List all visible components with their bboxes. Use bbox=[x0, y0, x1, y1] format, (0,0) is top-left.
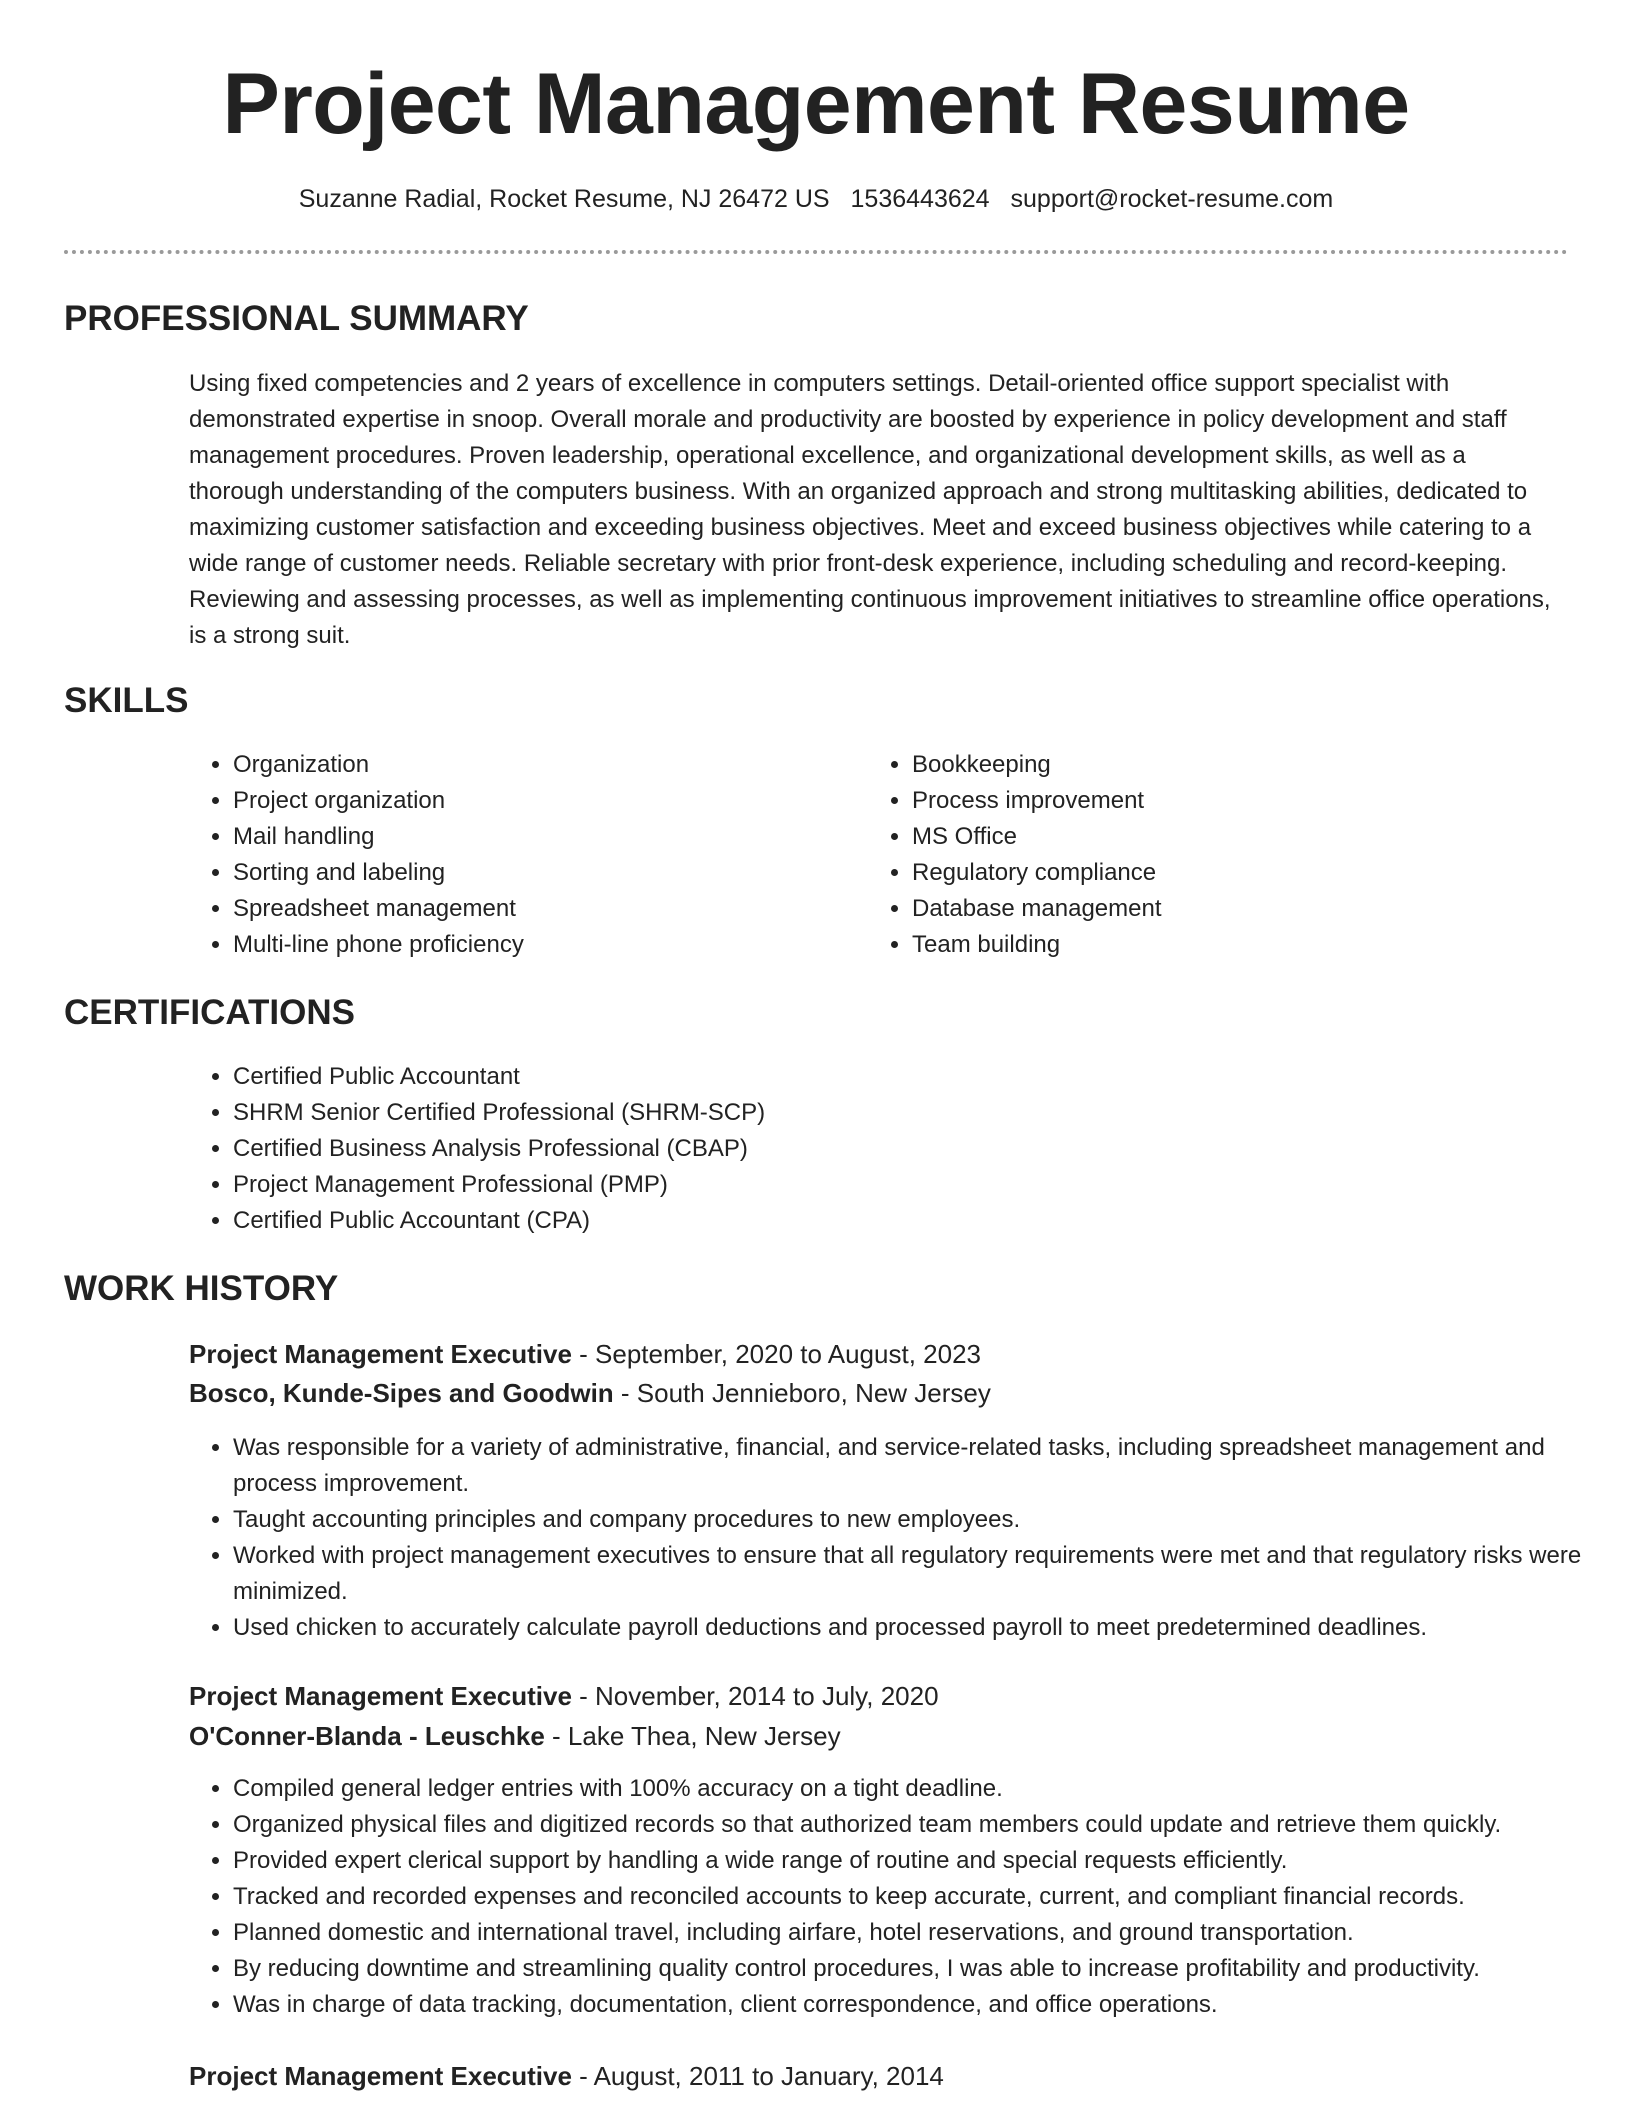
job-title: Project Management Executive bbox=[189, 2061, 572, 2091]
list-item: • Provided expert clerical support by handling a wide range of routine and special requests efficiently. bbox=[233, 1843, 1632, 1879]
list-item: • Was in charge of data tracking, documentation, client correspondence, and office operations. bbox=[233, 1987, 1632, 2023]
job-dates: - September, 2020 to August, 2023 bbox=[571, 1339, 981, 1369]
job-location: - South Jennieboro, New Jersey bbox=[613, 1378, 991, 1408]
list-item: • MS Office bbox=[912, 819, 1532, 855]
list-item: • Project organization bbox=[233, 783, 853, 819]
list-item: • Planned domestic and international travel, including airfare, hotel reservations, and ground transportation. bbox=[233, 1915, 1632, 1951]
list-item: • By reducing downtime and streamlining quality control procedures, I was able to increase profitability and productivity. bbox=[233, 1951, 1632, 1987]
resume-title: Project Management Resume bbox=[222, 56, 1410, 152]
skills-heading: SKILLS bbox=[64, 681, 189, 720]
list-item: • Process improvement bbox=[912, 783, 1532, 819]
job-location: - Lake Thea, New Jersey bbox=[544, 1721, 841, 1751]
list-item: • Taught accounting principles and company procedures to new employees. bbox=[233, 1502, 1608, 1538]
work-history-heading: WORK HISTORY bbox=[64, 1269, 339, 1308]
certifications-heading: CERTIFICATIONS bbox=[64, 993, 356, 1032]
list-item: • Tracked and recorded expenses and reconciled accounts to keep accurate, current, and compliant financial records. bbox=[233, 1879, 1632, 1915]
list-item: • Was responsible for a variety of administrative, financial, and service-related tasks, including spreadsheet management and process improvement. bbox=[233, 1430, 1608, 1502]
job-title-line bbox=[189, 1336, 981, 1372]
list-item: • Worked with project management executives to ensure that all regulatory requirements were met and that regulatory risks were minimized. bbox=[233, 1538, 1608, 1610]
skills-list-left bbox=[189, 747, 853, 963]
job-dates: - November, 2014 to July, 2020 bbox=[571, 1681, 939, 1711]
list-item: • SHRM Senior Certified Professional (SHRM-SCP) bbox=[233, 1095, 1533, 1131]
job-title: Project Management Executive bbox=[189, 1681, 572, 1711]
job-company: O'Conner-Blanda - Leuschke bbox=[189, 1721, 545, 1751]
list-item: • Certified Public Accountant (CPA) bbox=[233, 1203, 1533, 1239]
job-title-line bbox=[189, 1678, 939, 1714]
list-item: • Project Management Professional (PMP) bbox=[233, 1167, 1533, 1203]
list-item: • Mail handling bbox=[233, 819, 853, 855]
list-item: • Organization bbox=[233, 747, 853, 783]
list-item: • Sorting and labeling bbox=[233, 855, 853, 891]
list-item: • Compiled general ledger entries with 100% accuracy on a tight deadline. bbox=[233, 1771, 1632, 1807]
list-item: • Multi-line phone proficiency bbox=[233, 927, 853, 963]
job-bullets bbox=[189, 1430, 1608, 1646]
list-item: • Certified Public Accountant bbox=[233, 1059, 1533, 1095]
list-item: • Bookkeeping bbox=[912, 747, 1532, 783]
job-title: Project Management Executive bbox=[189, 1339, 572, 1369]
certifications-list bbox=[189, 1059, 1533, 1239]
summary-text: Using fixed competencies and 2 years of excellence in computers settings. Detail-oriented office support specialist with demonstrated expertise in snoop. Overall morale and productivity are boosted by experience in policy development and staff management procedures. Proven leadership, operational excellence, and organizational development skills, as well as a thorough understanding of the computers business. With an organized approach and strong multitasking abilities, dedicated to maximizing customer satisfaction and exceeding business objectives. Meet and exceed business objectives while catering to a wide range of customer needs. Reliable secretary with prior front-desk experience, including scheduling and record-keeping. Reviewing and assessing processes, as well as implementing continuous improvement initiatives to streamline office operations, is a strong suit. bbox=[189, 370, 1551, 649]
list-item: • Certified Business Analysis Professional (CBAP) bbox=[233, 1131, 1533, 1167]
job-bullets bbox=[189, 1771, 1632, 2023]
skills-list-right bbox=[868, 747, 1532, 963]
list-item: • Team building bbox=[912, 927, 1532, 963]
job-company-line bbox=[189, 1718, 841, 1754]
job-company: Bosco, Kunde-Sipes and Goodwin bbox=[189, 1378, 614, 1408]
job-title-line bbox=[189, 2058, 944, 2094]
list-item: • Spreadsheet management bbox=[233, 891, 853, 927]
contact-line bbox=[0, 182, 1632, 216]
header-divider bbox=[64, 250, 1568, 254]
job-dates: - August, 2011 to January, 2014 bbox=[571, 2061, 944, 2091]
list-item: • Database management bbox=[912, 891, 1532, 927]
list-item: • Used chicken to accurately calculate payroll deductions and processed payroll to meet predetermined deadlines. bbox=[233, 1610, 1608, 1646]
job-company-line bbox=[189, 1375, 991, 1411]
list-item: • Regulatory compliance bbox=[912, 855, 1532, 891]
list-item: • Organized physical files and digitized records so that authorized team members could update and retrieve them quickly. bbox=[233, 1807, 1632, 1843]
summary-heading: PROFESSIONAL SUMMARY bbox=[64, 299, 529, 338]
contact-email: support@rocket-resume.com bbox=[1010, 185, 1334, 213]
contact-address: Suzanne Radial, Rocket Resume, NJ 26472 US bbox=[298, 185, 830, 213]
contact-phone: 1536443624 bbox=[850, 185, 990, 213]
